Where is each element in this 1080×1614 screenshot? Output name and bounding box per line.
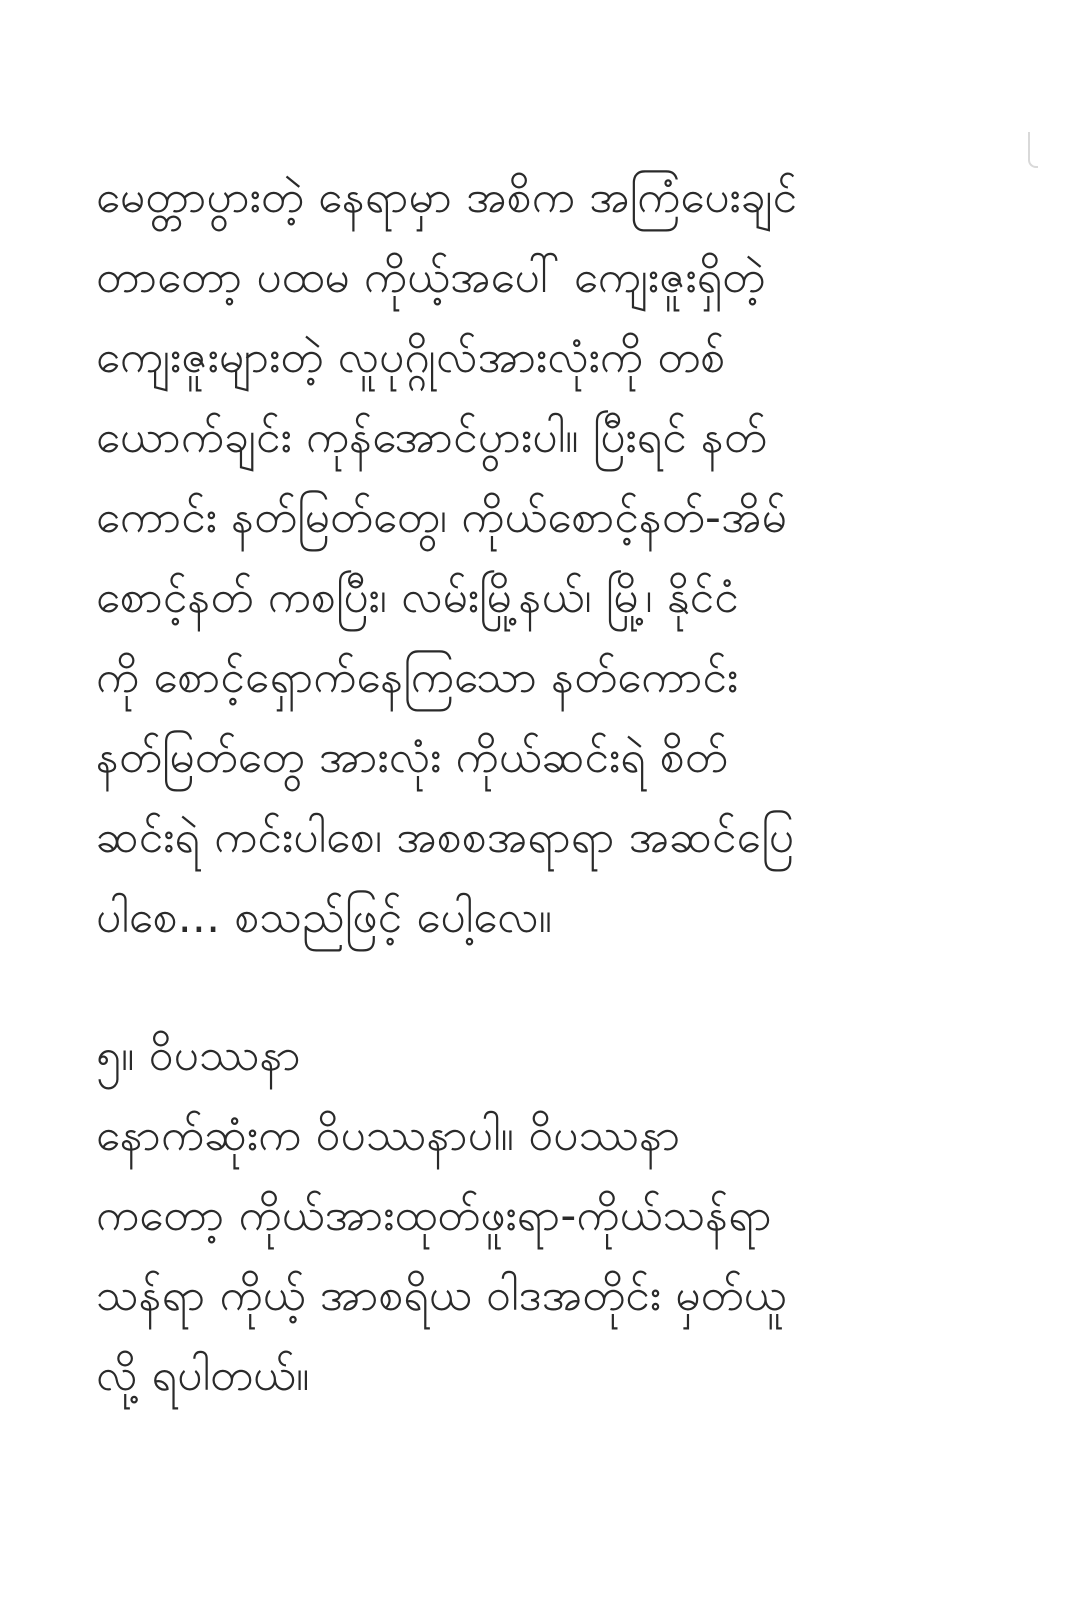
section-heading: ၅။ ဝိပဿနာ — [96, 1030, 301, 1081]
text-line: သန်ရာ ကိုယ့် အာစရိယ ဝါဒအတိုင်း မှတ်ယူ — [96, 1270, 787, 1321]
paragraph-gap — [96, 958, 956, 1016]
text-line: တာတော့ ပထမ ကိုယ့်အပေါ် ကျေးဇူးရှိတဲ့ — [96, 252, 766, 303]
text-line: ဆင်းရဲ ကင်းပါစေ၊ အစစအရာရာ အဆင်ပြေ — [96, 812, 795, 863]
scroll-edge-indicator — [1028, 132, 1038, 168]
text-line: ကတော့ ကိုယ်အားထုတ်ဖူးရာ-ကိုယ်သန်ရာ — [96, 1190, 772, 1241]
paragraph-metta — [96, 158, 956, 958]
text-line: ကောင်း နတ်မြတ်တွေ၊ ကိုယ်စောင့်နတ်-အိမ် — [96, 492, 787, 543]
paragraph-vipassana — [96, 1096, 956, 1416]
text-line: လို့ ရပါတယ်။ — [96, 1350, 310, 1401]
text-line: နတ်မြတ်တွေ အားလုံး ကိုယ်ဆင်းရဲ စိတ် — [96, 732, 728, 783]
text-line: ကျေးဇူးများတဲ့ လူပုဂ္ဂိုလ်အားလုံးကို တစ် — [96, 332, 726, 383]
text-line: မေတ္တာပွားတဲ့ နေရာမှာ အစိက အကြံပေးချင် — [96, 172, 798, 223]
text-line: နောက်ဆုံးက ဝိပဿနာပါ။ ဝိပဿနာ — [96, 1110, 681, 1161]
text-line: စောင့်နတ် ကစပြီး၊ လမ်းမြို့နယ်၊ မြို့၊ နိုင်ငံ — [96, 572, 739, 623]
text-line: ယောက်ချင်း ကုန်အောင်ပွားပါ။ ပြီးရင် နတ် — [96, 412, 767, 463]
text-line: ကို စောင့်ရှောက်နေကြသော နတ်ကောင်း — [96, 652, 739, 703]
document-body — [96, 158, 956, 1416]
text-line: ပါစေ... စသည်ဖြင့် ပေါ့လေ။ — [96, 892, 553, 943]
